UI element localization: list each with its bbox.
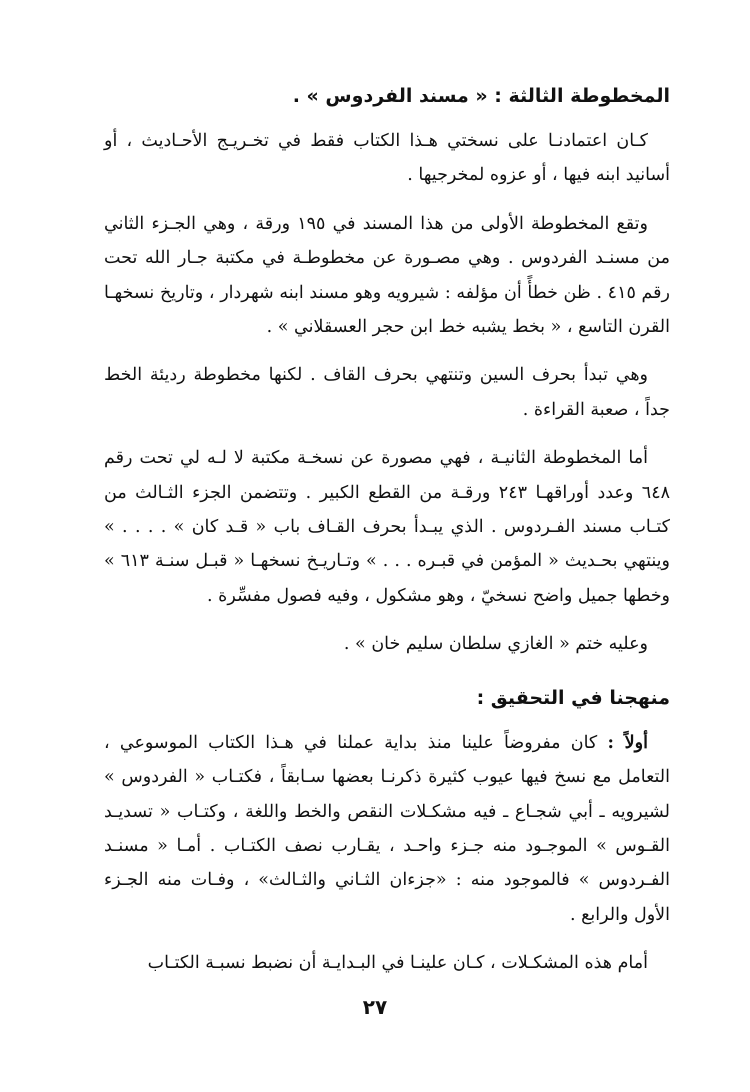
paragraph: أما المخطوطة الثانيـة ، فهي مصورة عن نسخـة مكتبة لا لـه لي تحت رقم ٦٤٨ وعدد أوراقهـا ٢٤٣ ورقـة من القطع الكبير . وتتضمن الجزء الثـالث من كتـاب مسند الفـردوس . الذي يبـدأ بحرف القـاف باب « قـد كان » . . . . » وينتهي بحـديث « المؤمن في قبـره . . . » وتـاريـخ نسخهـا « قبـل سنـة ٦١٣ » وخطها جميل واضح نسخيّ ، وهو مشكول ، وفيه فصول مفسِّرة . xyxy=(104,448,670,606)
paragraph-lead: أولاً : xyxy=(607,732,648,753)
page-body xyxy=(104,78,670,995)
page-number: ٢٧ xyxy=(362,995,388,1019)
paragraph xyxy=(104,726,670,932)
paragraph: وعليه ختم « الغازي سلطان سليم خان » . xyxy=(343,634,648,655)
paragraph: وتقع المخطوطة الأولى من هذا المسند في ١٩٥ ورقة ، وهي الجـزء الثاني من مسنـد الفردوس . وهي مصـورة عن مخطوطـة في مكتبة جـار الله تحت رقم ٤١٥ . ظن خطأً أن مؤلفه : شيرويه وهو مسند ابنه شهردار ، وتاريخ نسخهـا القرن التاسع ، « بخط يشبه خط ابن حجر العسقلاني » . xyxy=(104,213,670,338)
section-heading-methodology: منهجنا في التحقيق : xyxy=(476,686,670,709)
paragraph: وهي تبدأ بحرف السين وتنتهي بحرف القاف . لكنها مخطوطة رديئة الخط جداً ، صعبة القراءة . xyxy=(104,365,670,420)
paragraph: كـان اعتمادنـا على نسختي هـذا الكتاب فقط في تخـريـج الأحـاديث ، أو أسانيد ابنه فيها ، أو عزوه لمخرجيها . xyxy=(104,131,670,186)
paragraph-text: كان مفروضاً علينا منذ بداية عملنا في هـذا الكتاب الموسوعي ، التعامل مع نسخ فيها عيوب كثيرة ذكرنـا بعضها سـابقاً ، فكتـاب « الفردوس » لشيرويه ـ أبي شجـاع ـ فيه مشكـلات النقص والخط واللغة ، وكتـاب « تسديـد القـوس » الموجـود منه جـزء واحـد ، يقـارب نصف الكتـاب . أمـا « مسنـد الفـردوس » فالموجود منه : «جزءان الثـاني والثـالث» ، وفـات منه الجـزء الأول والرابع . xyxy=(104,732,670,925)
paragraph: أمام هذه المشكـلات ، كـان علينـا في البـدايـة أن نضبط نسبـة الكتـاب xyxy=(147,953,648,974)
section-heading-third-manuscript: المخطوطة الثالثة : « مسند الفردوس » . xyxy=(292,85,670,107)
